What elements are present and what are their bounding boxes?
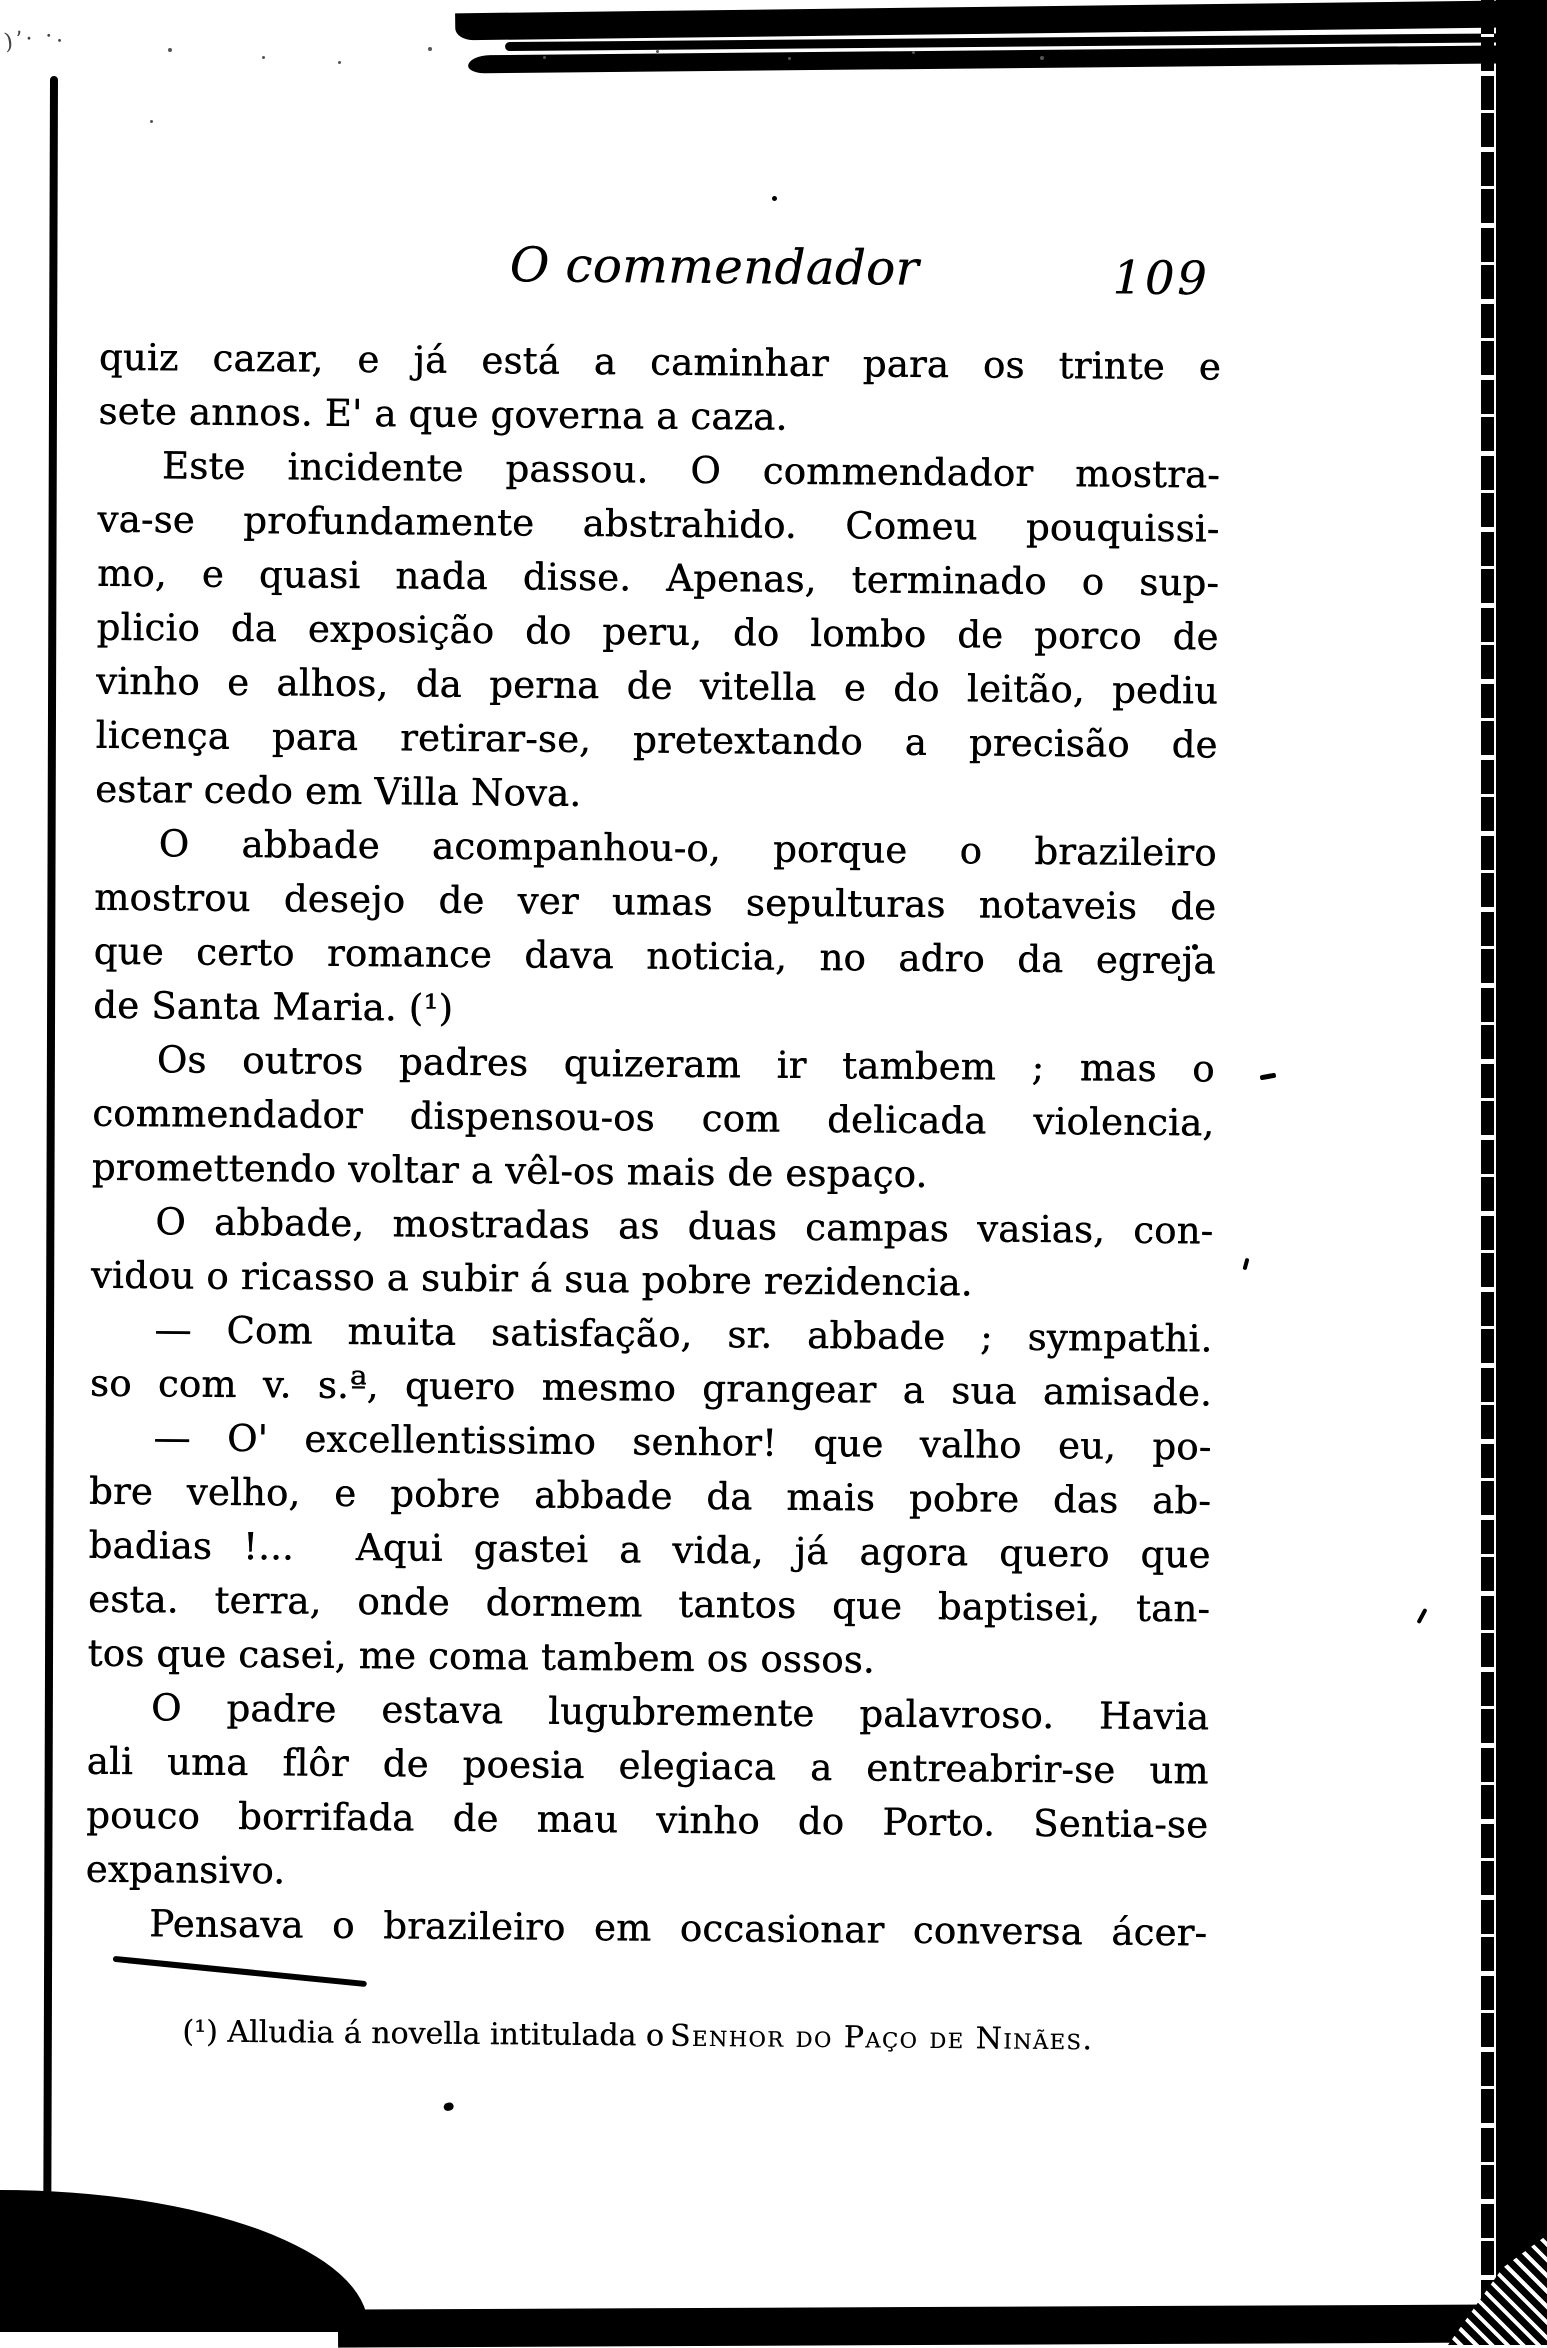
- text-line: vidou o ricasso a subir á sua pobre rezidencia.: [90, 1253, 973, 1305]
- text-line: promettendo voltar a vêl-os mais de espaço.: [91, 1145, 928, 1196]
- footnote-text: Alludia á novella intitulada o: [227, 2014, 665, 2054]
- ink-speck: [150, 120, 153, 123]
- text-line: mo, e quasi nada disse. Apenas, terminado o sup-: [96, 551, 1220, 605]
- scan-ink-blob-bottom-left: [0, 2190, 368, 2332]
- text-line: commendador dispensou-os com delicada violencia,: [92, 1091, 1215, 1145]
- text-line: plicio da exposição do peru, do lombo de porco de: [96, 605, 1219, 659]
- text-line: Este incidente passou. O commendador mostra-: [161, 444, 1221, 497]
- text-line: O padre estava lugubremente palavroso. Havia: [150, 1686, 1210, 1739]
- page-header: [99, 234, 1222, 341]
- scan-ink-stripe-right: [1481, 0, 1494, 2345]
- text-line: vinho e alhos, da perna de vitella e do leitão, pediu: [95, 659, 1219, 713]
- page-number: 109: [1112, 250, 1210, 306]
- footnote-marker: (¹): [182, 2014, 228, 2050]
- text-line: pouco borrifada de mau vinho do Porto. Sentia-se: [86, 1793, 1209, 1847]
- footnote: [182, 2014, 1093, 2057]
- ink-dash-margin: [1260, 1073, 1277, 1081]
- text-line: ali uma flôr de poesia elegiaca a entreabrir-se um: [86, 1739, 1209, 1793]
- text-line: sete annos. E' a que governa a caza.: [98, 389, 788, 439]
- ink-speck: [788, 57, 791, 60]
- ink-speck: [912, 51, 915, 54]
- ink-tick-margin: [1416, 1608, 1427, 1624]
- ink-speck: [772, 196, 777, 201]
- text-line: esta. terra, onde dormem tantos que baptisei, tan-: [87, 1577, 1211, 1631]
- ink-smudge-top-left: )ʼ· ·.: [2, 21, 68, 56]
- text-line: — Com muita satisfação, sr. abbade ; sympathi.: [154, 1308, 1213, 1361]
- text-line: O abbade, mostradas as duas campas vasias, con-: [155, 1200, 1214, 1253]
- text-line: Os outros padres quizeram ir tambem ; mas o: [156, 1038, 1215, 1091]
- ink-speck: [428, 47, 432, 51]
- ink-speck: [338, 61, 341, 64]
- ink-speck: [262, 56, 265, 59]
- text-line: estar cedo em Villa Nova.: [94, 767, 582, 815]
- text-line: — O' excellentissimo senhor! que valho eu, po-: [153, 1416, 1212, 1469]
- text-line: que certo romance dava noticia, no adro da egreja: [93, 929, 1216, 983]
- text-line: so com v. s.ª, quero mesmo grangear a sua amisade.: [89, 1361, 1213, 1415]
- text-line: de Santa Maria. (¹): [93, 983, 454, 1030]
- scan-ink-band-right: [1496, 0, 1547, 2345]
- body-text: [85, 331, 1221, 1961]
- ink-speck: [1040, 56, 1044, 60]
- text-line: badias !... Aqui gastei a vida, já agora quero que: [88, 1523, 1211, 1577]
- footnote-separator: [113, 1956, 367, 1987]
- ink-tick-margin: [1243, 1258, 1250, 1271]
- scan-ink-band-bottom: [338, 2304, 1513, 2347]
- text-line: O abbade acompanhou-o, porque o brazileiro: [158, 822, 1217, 875]
- ink-speck: [168, 48, 172, 52]
- ink-speck: [656, 50, 659, 53]
- footnote-work-title: Senhor do Paço de Ninães.: [669, 2018, 1094, 2058]
- text-line: bre velho, e pobre abbade da mais pobre das ab-: [88, 1469, 1212, 1523]
- text-line: mostrou desejo de ver umas sepulturas notaveis de: [94, 875, 1217, 929]
- scan-book-spine-line: [43, 76, 58, 2201]
- text-line: expansivo.: [85, 1847, 286, 1893]
- text-line: va-se profundamente abstrahido. Comeu pouquissi-: [97, 497, 1220, 551]
- ink-dot-below-footnote: [443, 2102, 455, 2112]
- text-line: quiz cazar, e já está a caminhar para os trinte e: [98, 335, 1222, 389]
- running-title: O commendador: [509, 237, 920, 297]
- page-content: [85, 234, 1222, 2058]
- text-line: Pensava o brazileiro em occasionar conversa ácer-: [149, 1902, 1208, 1955]
- ink-speck: [543, 56, 546, 59]
- text-line: tos que casei, me coma tambem os ossos.: [87, 1631, 876, 1682]
- text-line: licença para retirar-se, pretextando a precisão de: [95, 713, 1218, 767]
